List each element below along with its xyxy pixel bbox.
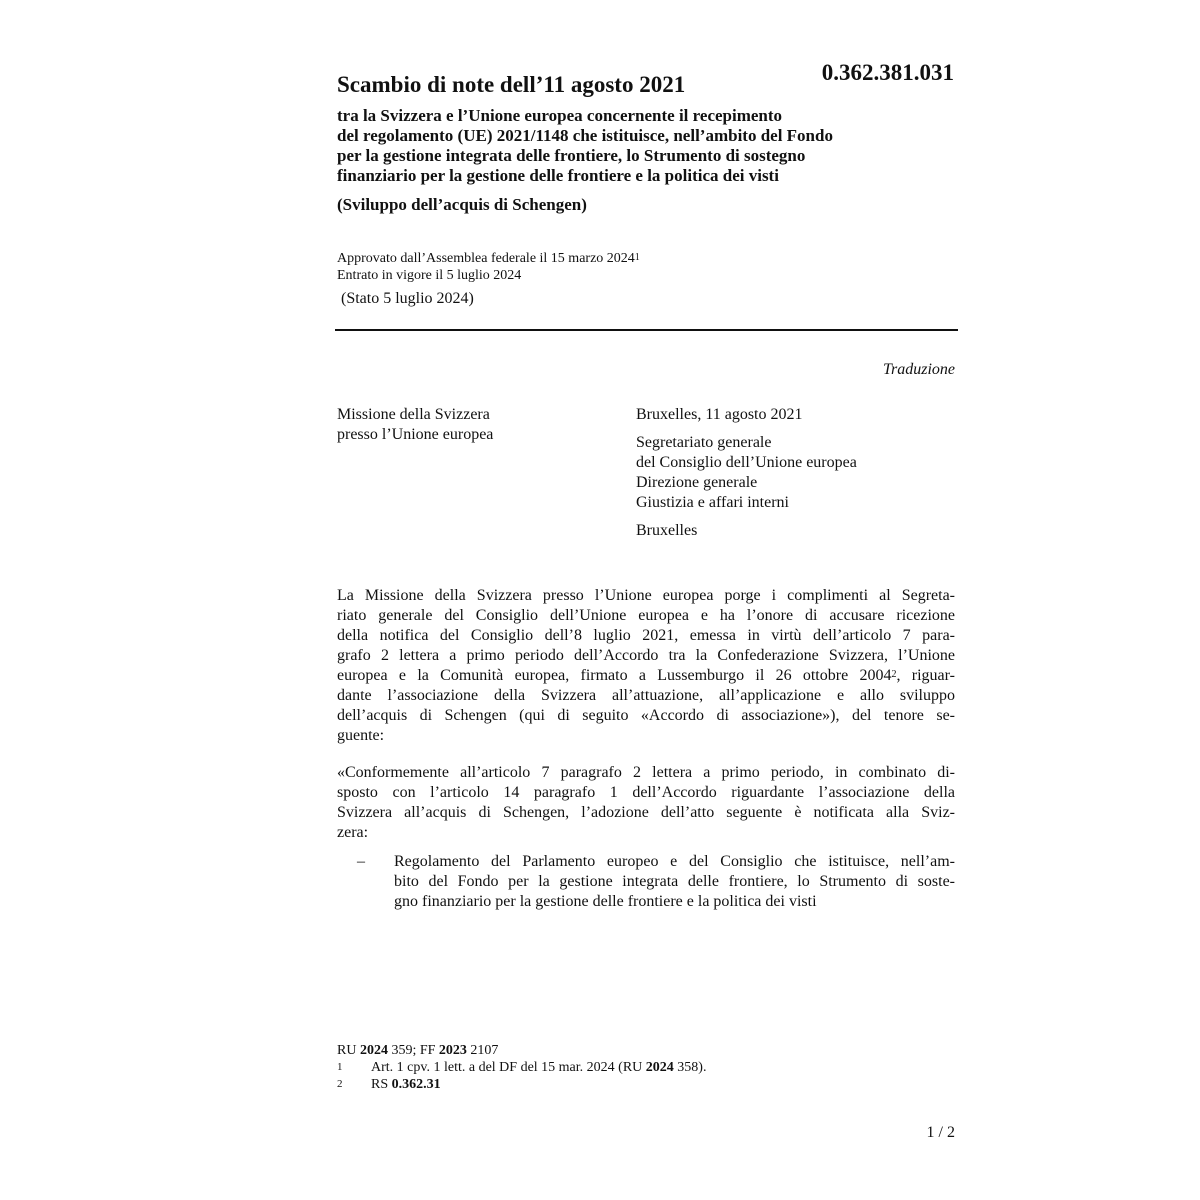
sender-block: [337, 405, 493, 445]
paragraph-line: La Missione della Svizzera presso l’Unione europea porge i complimenti al Segreta-: [337, 587, 955, 604]
paragraph-line: Svizzera all’acquis di Schengen, l’adozione dell’atto seguente è notificata alla Sviz-: [337, 804, 955, 821]
body-paragraph-1: [337, 586, 955, 746]
sender-line: presso l’Unione europea: [337, 426, 494, 443]
bullet-line: gno finanziario per la gestione delle frontiere e la politica dei visti: [394, 893, 817, 910]
line-text: , riguar-: [896, 667, 955, 684]
paragraph-line: della notifica del Consiglio dell’8 luglio 2021, emessa in virtù dell’articolo 7 para-: [337, 627, 955, 644]
sr-number: 0.362.381.031: [821, 60, 954, 85]
paragraph-line: guente:: [337, 727, 385, 744]
line-text: europea e la Comunità europea, firmato a Lussemburgo il 26 ottobre 2004: [337, 667, 892, 684]
footnote-ref-2[interactable]: 2: [891, 669, 897, 680]
paragraph-line: riato generale del Consiglio dell’Unione europea e ha l’onore di accusare ricezione: [337, 607, 955, 624]
approval-info: [337, 250, 640, 284]
sender-line: Missione della Svizzera: [337, 406, 490, 423]
approved-text: Approvato dall’Assemblea federale il 15 marzo 2024: [337, 251, 635, 266]
subtitle-line: per la gestione integrata delle frontiere, lo Strumento di sostegno: [337, 146, 806, 165]
paragraph-line: sposto con l’articolo 14 paragrafo 1 dell’Accordo riguardante l’associazione della: [337, 784, 955, 801]
status-date: (Stato 5 luglio 2024): [341, 290, 474, 307]
paragraph-line: dell’acquis di Schengen (qui di seguito «Accordo di associazione»), del tenore se-: [337, 707, 955, 724]
recipient-line: del Consiglio dell’Unione europea: [636, 454, 857, 471]
footnote-text: RS: [371, 1077, 392, 1092]
publication-reference: [337, 1042, 706, 1059]
paragraph-line: zera:: [337, 824, 369, 841]
paragraph-line: «Conformemente all’articolo 7 paragrafo 2 lettera a primo periodo, in combinato di-: [337, 764, 955, 781]
recipient-line: Giustizia e affari interni: [636, 494, 789, 511]
bullet-line: Regolamento del Parlamento europeo e del Consiglio che istituisce, nell’am-: [394, 853, 955, 870]
header-divider: [335, 329, 958, 331]
footnote-number: 1: [337, 1061, 343, 1073]
bullet-line: bito del Fondo per la gestione integrata delle frontiere, lo Strumento di soste-: [394, 873, 955, 890]
subtitle-line: tra la Svizzera e l’Unione europea concernente il recepimento: [337, 106, 783, 125]
ff-year: 2023: [438, 1043, 467, 1058]
ru-prefix: RU: [337, 1043, 360, 1058]
footnote-year: 2024: [645, 1060, 674, 1075]
footnote-2: [337, 1076, 706, 1093]
recipient: [636, 433, 857, 513]
subtitle-line: finanziario per la gestione delle frontiere e la politica dei visti: [337, 166, 779, 185]
ru-year: 2024: [359, 1043, 388, 1058]
recipient-line: Segretariato generale: [636, 434, 772, 451]
ru-rest: 359; FF: [387, 1043, 439, 1058]
schengen-note: (Sviluppo dell’acquis di Schengen): [337, 195, 587, 214]
page-number: 1 / 2: [926, 1124, 955, 1141]
footnote-text: 358).: [673, 1060, 707, 1075]
footnote-number: 2: [337, 1078, 343, 1090]
place-date: Bruxelles, 11 agosto 2021: [636, 406, 803, 423]
recipient-city: Bruxelles: [636, 522, 698, 539]
footer-notes: [337, 1042, 706, 1093]
paragraph-line: dante l’associazione della Svizzera all’attuazione, all’applicazione e allo sviluppo: [337, 687, 955, 704]
bullet-dash: –: [357, 853, 365, 870]
address-block: [636, 405, 857, 541]
in-force-text: Entrato in vigore il 5 luglio 2024: [337, 268, 522, 283]
bullet-text: [394, 852, 955, 912]
document-subtitle: [337, 106, 957, 186]
footnote-1: [337, 1059, 706, 1076]
subtitle-line: del regolamento (UE) 2021/1148 che istituisce, nell’ambito del Fondo: [337, 126, 833, 145]
footnote-sr-number: 0.362.31: [391, 1077, 441, 1092]
recipient-line: Direzione generale: [636, 474, 758, 491]
footnote-text: Art. 1 cpv. 1 lett. a del DF del 15 mar. 2024 (RU: [371, 1060, 646, 1075]
footnote-ref-1[interactable]: 1: [634, 252, 640, 263]
paragraph-line: grafo 2 lettera a primo periodo dell’Accordo tra la Confederazione Svizzera, l’Unione: [337, 647, 955, 664]
body-paragraph-2: [337, 763, 955, 843]
document-title: Scambio di note dell’11 agosto 2021: [337, 72, 686, 97]
ff-rest: 2107: [466, 1043, 499, 1058]
translation-label: Traduzione: [882, 361, 955, 378]
paragraph-line: [337, 666, 955, 686]
